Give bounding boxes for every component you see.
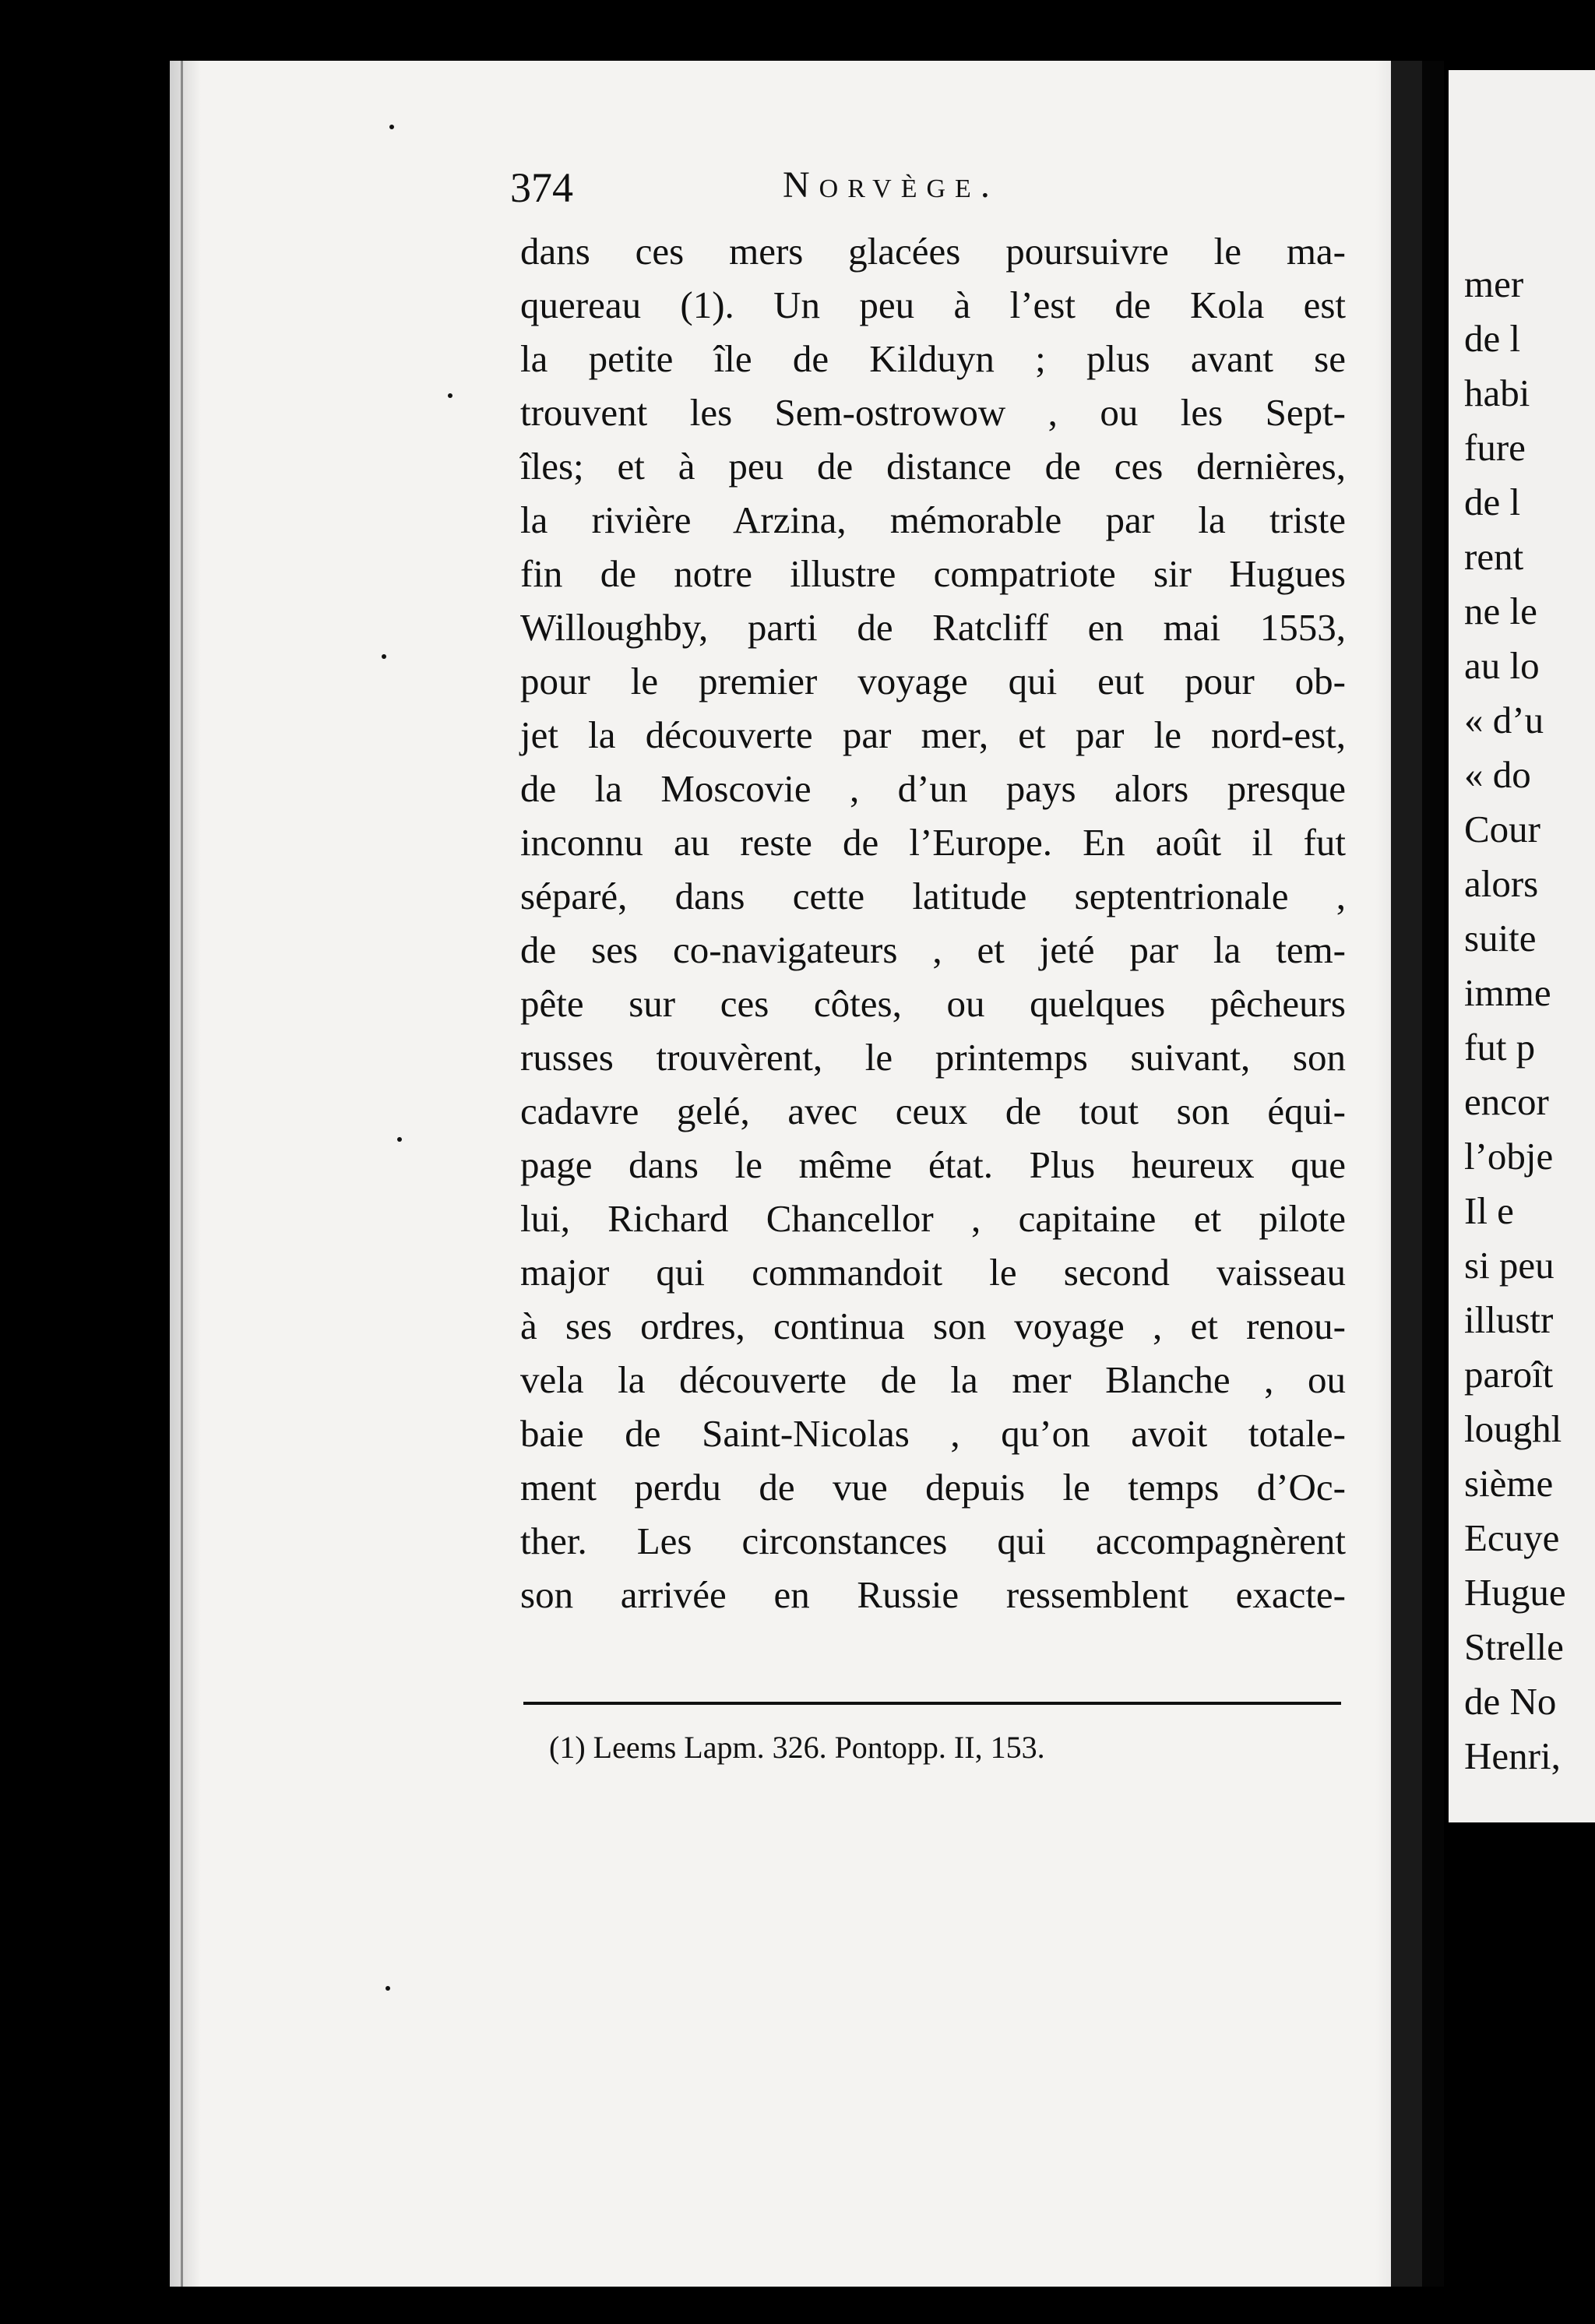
body-text: [520, 224, 1346, 1622]
text-line: inconnu au reste de l’Europe. En août il fut: [520, 821, 1346, 864]
facing-page-line: rent: [1464, 535, 1524, 578]
scan-speck: [397, 1137, 402, 1142]
gutter: [1422, 61, 1444, 2287]
scan-speck: [448, 393, 452, 398]
text-line: baie de Saint-Nicolas , qu’on avoit totale-: [520, 1412, 1346, 1455]
facing-page-line: Strelle: [1464, 1625, 1564, 1668]
text-line: trouvent les Sem-ostrowow , ou les Sept-: [520, 391, 1346, 434]
footnote-rule: [523, 1702, 1341, 1705]
facing-page-line: « do: [1464, 753, 1531, 796]
facing-page-line: Cour: [1464, 808, 1540, 850]
text-line: fin de notre illustre compatriote sir Hugues: [520, 552, 1346, 595]
facing-page-line: illustr: [1464, 1298, 1554, 1341]
scan-speck: [382, 654, 386, 659]
scan-speck: [386, 1986, 390, 1991]
facing-page-line: de No: [1464, 1680, 1557, 1723]
text-line: îles; et à peu de distance de ces dernières,: [520, 445, 1346, 488]
facing-page-line: Henri,: [1464, 1734, 1561, 1777]
text-line: de la Moscovie , d’un pays alors presque: [520, 767, 1346, 810]
text-line: pête sur ces côtes, ou quelques pêcheurs: [520, 982, 1346, 1025]
text-line: page dans le même état. Plus heureux que: [520, 1143, 1346, 1186]
facing-page-line: habi: [1464, 371, 1530, 414]
text-line: lui, Richard Chancellor , capitaine et pilote: [520, 1197, 1346, 1240]
text-line: major qui commandoit le second vaisseau: [520, 1251, 1346, 1294]
facing-page-line: de l: [1464, 481, 1521, 523]
facing-page-line: Hugue: [1464, 1571, 1566, 1614]
facing-page-line: ne le: [1464, 590, 1537, 632]
facing-page-line: au lo: [1464, 644, 1540, 687]
facing-page-line: « d’u: [1464, 699, 1544, 741]
text-line: pour le premier voyage qui eut pour ob-: [520, 660, 1346, 702]
text-line: de ses co-navigateurs , et jeté par la tem-: [520, 928, 1346, 971]
facing-page-line: encor: [1464, 1080, 1549, 1123]
facing-page: [1449, 70, 1595, 1822]
footnote: (1) Leems Lapm. 326. Pontopp. II, 153.: [549, 1730, 1045, 1765]
text-line: séparé, dans cette latitude septentrionale ,: [520, 875, 1346, 917]
facing-page-line: l’obje: [1464, 1135, 1554, 1178]
facing-page-line: paroît: [1464, 1353, 1554, 1396]
facing-page-line: Ecuye: [1464, 1516, 1560, 1559]
text-line: cadavre gelé, avec ceux de tout son équi-: [520, 1090, 1346, 1132]
text-line: dans ces mers glacées poursuivre le ma-: [520, 230, 1346, 273]
facing-page-line: fut p: [1464, 1026, 1536, 1069]
scan-speck: [389, 125, 394, 129]
facing-page-line: sième: [1464, 1462, 1554, 1505]
text-line: à ses ordres, continua son voyage , et renou-: [520, 1305, 1346, 1347]
page-number: 374: [510, 164, 573, 211]
facing-page-line: alors: [1464, 862, 1539, 905]
running-title: Norvège.: [783, 164, 999, 206]
text-line: la rivière Arzina, mémorable par la triste: [520, 498, 1346, 541]
text-line: Willoughby, parti de Ratcliff en mai 1553,: [520, 606, 1346, 649]
text-line: ment perdu de vue depuis le temps d’Oc-: [520, 1466, 1346, 1509]
text-line: jet la découverte par mer, et par le nord-est,: [520, 713, 1346, 756]
page-binding-shadow: [170, 61, 201, 2287]
page-edge-line: [181, 61, 183, 2287]
text-line: russes trouvèrent, le printemps suivant, son: [520, 1036, 1346, 1079]
facing-page-text: [1449, 257, 1566, 1783]
facing-page-line: si peu: [1464, 1244, 1555, 1287]
text-line: ther. Les circonstances qui accompagnèrent: [520, 1519, 1346, 1562]
facing-page-line: mer: [1464, 262, 1524, 305]
text-line: vela la découverte de la mer Blanche , ou: [520, 1358, 1346, 1401]
facing-page-line: fure: [1464, 426, 1526, 469]
facing-page-line: de l: [1464, 317, 1521, 360]
facing-page-line: suite: [1464, 917, 1537, 960]
text-line: quereau (1). Un peu à l’est de Kola est: [520, 283, 1346, 326]
facing-page-line: imme: [1464, 971, 1551, 1014]
facing-page-line: Il e: [1464, 1189, 1514, 1232]
gutter-shadow: [1391, 61, 1422, 2287]
facing-page-line: loughl: [1464, 1407, 1562, 1450]
text-line: son arrivée en Russie ressemblent exacte-: [520, 1573, 1346, 1616]
text-line: la petite île de Kilduyn ; plus avant se: [520, 337, 1346, 380]
